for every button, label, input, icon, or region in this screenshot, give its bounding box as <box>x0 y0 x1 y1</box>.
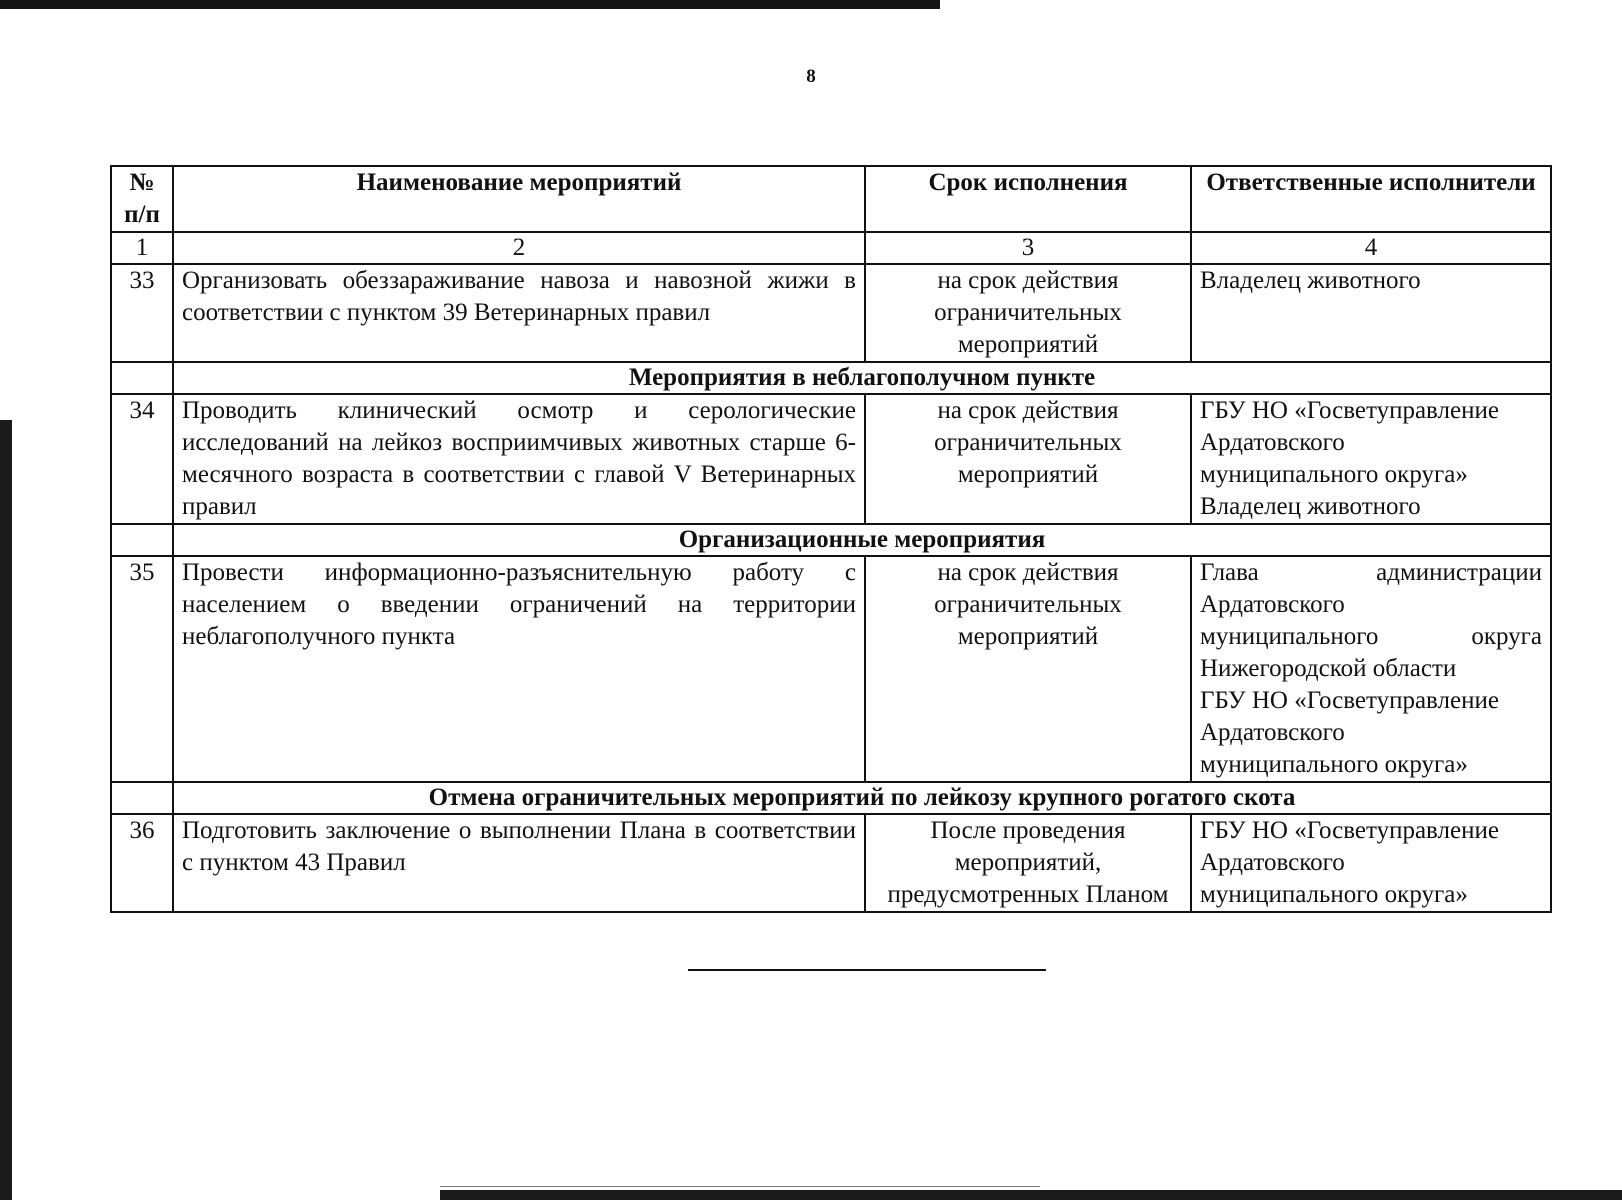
header-term: Срок исполнения <box>865 166 1191 232</box>
responsible-line: Глава администрации <box>1200 559 1542 586</box>
section-row <box>111 782 1551 814</box>
section-spacer <box>111 524 173 556</box>
responsible-line: ГБУ НО «Госветуправление <box>1200 397 1499 424</box>
measure-name: Провести информационно-разъяснительную работу с населением о введении ограничений на территории неблагополучного пункта <box>173 556 865 782</box>
scan-edge-left <box>0 420 12 1200</box>
header-name: Наименование мероприятий <box>173 166 865 232</box>
responsible-line: Нижегородской области <box>1200 655 1457 682</box>
row-number: 36 <box>111 814 173 912</box>
measure-responsible <box>1191 814 1551 912</box>
header-num: № п/п <box>111 166 173 232</box>
responsible-line: муниципального округа» <box>1200 881 1468 908</box>
responsible-line: Ардатовского <box>1200 591 1345 618</box>
responsible-line: Ардатовского <box>1200 719 1345 746</box>
column-number: 4 <box>1191 232 1551 264</box>
measure-responsible: Владелец животного <box>1191 264 1551 362</box>
measures-table <box>110 165 1552 913</box>
responsible-line: ГБУ НО «Госветуправление <box>1200 687 1499 714</box>
section-title: Организационные мероприятия <box>173 524 1551 556</box>
column-number: 3 <box>865 232 1191 264</box>
page-number: 8 <box>806 66 816 87</box>
table-row <box>111 394 1551 524</box>
column-number-row <box>111 232 1551 264</box>
section-spacer <box>111 362 173 394</box>
table-row <box>111 814 1551 912</box>
row-number: 33 <box>111 264 173 362</box>
responsible-line: Владелец животного <box>1200 493 1421 520</box>
responsible-line: Ардатовского <box>1200 429 1345 456</box>
measure-term: на срок действия ограничительных мероприятий <box>865 556 1191 782</box>
table-header-row <box>111 166 1551 232</box>
measure-name: Организовать обеззараживание навоза и навозной жижи в соответствии с пунктом 39 Ветеринарных правил <box>173 264 865 362</box>
section-row <box>111 362 1551 394</box>
responsible-line: ГБУ НО «Госветуправление <box>1200 817 1499 844</box>
measure-term: на срок действия ограничительных мероприятий <box>865 264 1191 362</box>
responsible-line: Ардатовского <box>1200 849 1345 876</box>
scan-edge-bottom <box>440 1190 1622 1200</box>
section-row <box>111 524 1551 556</box>
section-title: Отмена ограничительных мероприятий по лейкозу крупного рогатого скота <box>173 782 1551 814</box>
column-number: 1 <box>111 232 173 264</box>
measure-name: Проводить клинический осмотр и серологические исследований на лейкоз восприимчивых животных старше 6-месячного возраста в соответствии с главой V Ветеринарных правил <box>173 394 865 524</box>
measure-term: на срок действия ограничительных мероприятий <box>865 394 1191 524</box>
scan-edge-bottom-thin <box>440 1186 1040 1187</box>
responsible-line: муниципального округа» <box>1200 461 1468 488</box>
measure-responsible <box>1191 394 1551 524</box>
measure-responsible <box>1191 556 1551 782</box>
table-row <box>111 264 1551 362</box>
header-resp: Ответственные исполнители <box>1191 166 1551 232</box>
row-number: 34 <box>111 394 173 524</box>
section-title: Мероприятия в неблагополучном пункте <box>173 362 1551 394</box>
section-spacer <box>111 782 173 814</box>
scan-edge-top <box>0 0 940 9</box>
column-number: 2 <box>173 232 865 264</box>
measure-term: После проведения мероприятий, предусмотренных Планом <box>865 814 1191 912</box>
responsible-line: муниципального округа» <box>1200 751 1468 778</box>
row-number: 35 <box>111 556 173 782</box>
table-row <box>111 556 1551 782</box>
responsible-line: муниципального округа <box>1200 623 1542 650</box>
closing-rule <box>688 969 1046 971</box>
measure-name: Подготовить заключение о выполнении Плана в соответствии с пунктом 43 Правил <box>173 814 865 912</box>
